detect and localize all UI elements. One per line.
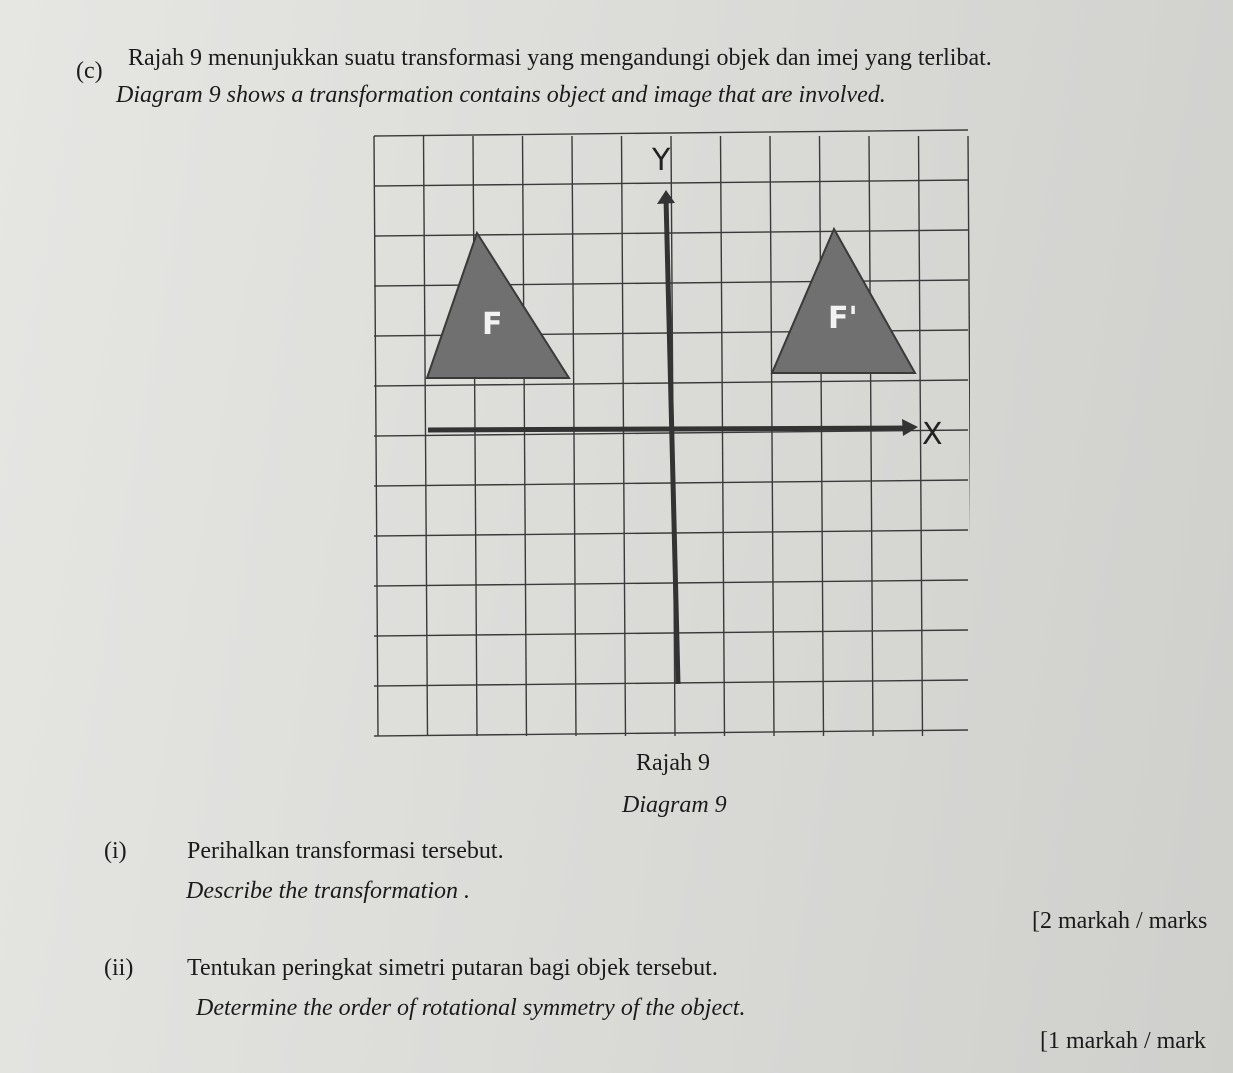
grid-vertical-line — [968, 136, 970, 736]
grid-vertical-line — [869, 136, 873, 736]
x-axis-arrow — [902, 419, 918, 436]
grid-horizontal-line — [374, 580, 968, 586]
question-text-malay: Rajah 9 menunjukkan suatu transformasi yang mengandungi objek dan imej yang terlibat. — [128, 45, 992, 71]
diagram-9-grid — [370, 128, 970, 740]
grid-vertical-line — [523, 136, 527, 736]
part-ii-marks: [1 markah / mark — [1040, 1028, 1206, 1054]
grid-horizontal-line — [374, 130, 968, 136]
x-axis — [428, 428, 906, 430]
y-axis-arrow — [657, 190, 675, 204]
question-text-english: Diagram 9 shows a transformation contains object and image that are involved. — [116, 82, 886, 108]
grid-horizontal-line — [374, 630, 968, 636]
object-triangle-f — [427, 233, 569, 378]
y-axis-label: Y — [652, 143, 671, 178]
x-axis-label: X — [922, 417, 943, 452]
part-ii-text-malay: Tentukan peringkat simetri putaran bagi objek tersebut. — [187, 955, 718, 981]
grid-horizontal-line — [374, 730, 968, 736]
grid-vertical-line — [473, 136, 477, 736]
part-i-text-english: Describe the transformation . — [186, 878, 470, 904]
part-ii-number: (ii) — [104, 955, 134, 981]
part-label: (c) — [76, 58, 103, 84]
grid-vertical-line — [622, 136, 626, 736]
grid-vertical-line — [770, 136, 774, 736]
part-i-marks: [2 markah / marks — [1032, 908, 1208, 934]
object-label: F — [482, 307, 503, 342]
grid-vertical-line — [572, 136, 576, 736]
part-ii-text-english: Determine the order of rotational symmetry of the object. — [196, 995, 746, 1021]
grid-vertical-line — [721, 136, 725, 736]
grid-horizontal-line — [374, 530, 968, 536]
diagram-caption-english: Diagram 9 — [622, 792, 727, 818]
grid-vertical-line — [820, 136, 824, 736]
image-label: F' — [828, 301, 858, 336]
grid-horizontal-line — [374, 680, 968, 686]
diagram-caption-malay: Rajah 9 — [636, 750, 710, 776]
part-i-number: (i) — [104, 838, 127, 864]
part-i-text-malay: Perihalkan transformasi tersebut. — [187, 838, 504, 864]
